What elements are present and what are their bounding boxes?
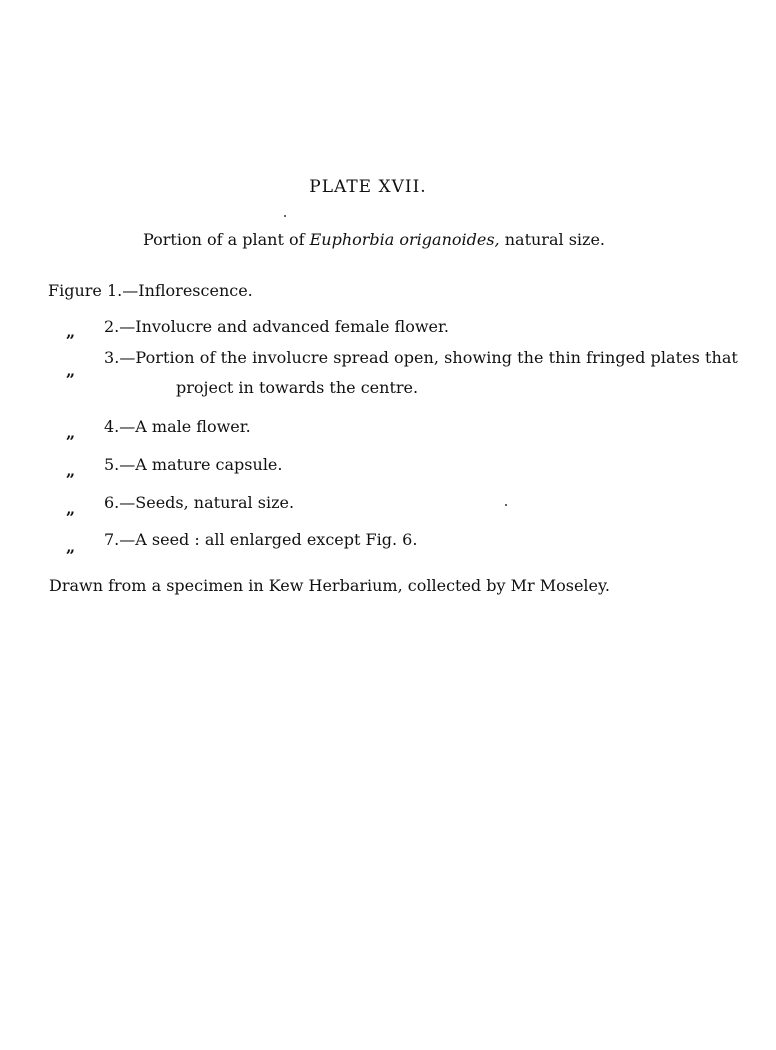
subtitle-suffix: natural size.	[499, 230, 606, 249]
figure-5-text: 5.—A mature capsule.	[104, 455, 283, 474]
ditto-mark: „	[66, 361, 75, 380]
scan-speck	[505, 504, 507, 506]
ditto-mark: „	[66, 322, 75, 341]
ditto-mark: „	[66, 499, 75, 518]
subtitle-prefix: Portion of a plant of	[143, 230, 310, 249]
ditto-mark: „	[66, 423, 75, 442]
provenance-note: Drawn from a specimen in Kew Herbarium, collected by Mr Moseley.	[49, 576, 611, 595]
figure-1-line	[48, 281, 253, 300]
figure-4-text: 4.—A male flower.	[104, 417, 251, 436]
figure-2-text: 2.—Involucre and advanced female flower.	[104, 317, 449, 336]
figure-6-text: 6.—Seeds, natural size.	[104, 493, 295, 512]
species-name: Euphorbia origanoides,	[309, 230, 500, 249]
plate-title: PLATE XVII.	[309, 177, 427, 197]
figure-3-continuation: project in towards the centre.	[176, 378, 419, 397]
ditto-mark: „	[66, 461, 75, 480]
figure-label: Figure	[48, 281, 102, 300]
figure-7-text: 7.—A seed : all enlarged except Fig. 6.	[104, 530, 418, 549]
plate-subtitle	[143, 230, 605, 249]
figure-3-text: 3.—Portion of the involucre spread open, showing the thin fringed plates that	[104, 348, 738, 367]
figure-1-text: 1.—Inflorescence.	[106, 281, 253, 300]
scan-speck	[284, 215, 286, 217]
ditto-mark: „	[66, 537, 75, 556]
